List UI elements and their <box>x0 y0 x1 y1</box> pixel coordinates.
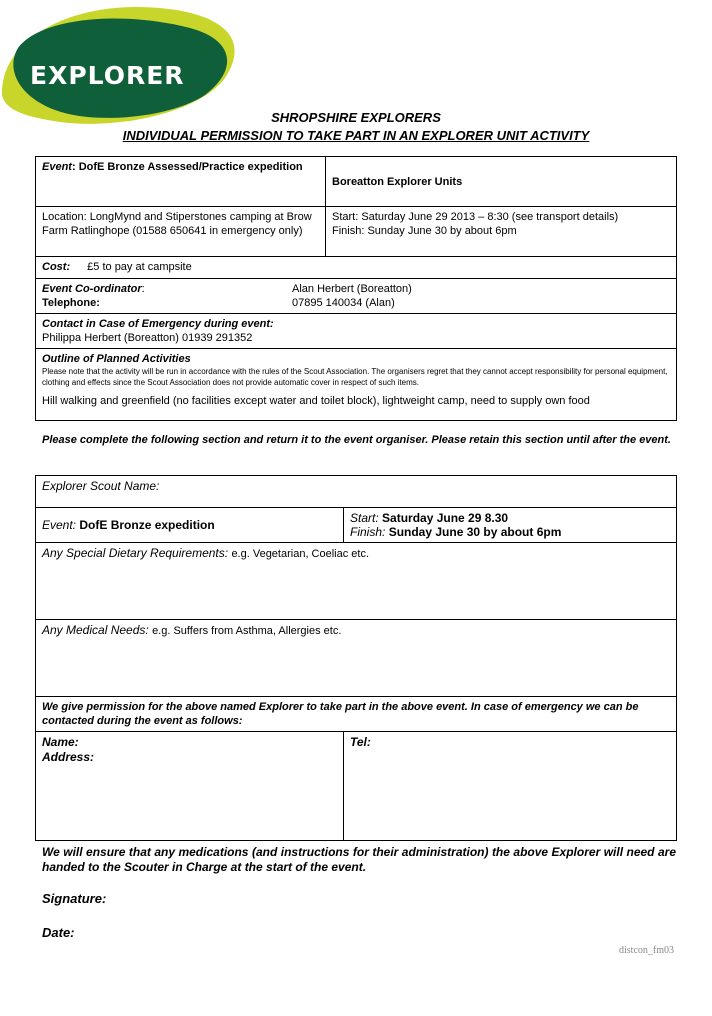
event-label: Event <box>42 161 72 173</box>
form-event-cell <box>36 508 344 543</box>
emergency-cell <box>36 314 677 349</box>
form-start-label: Start: <box>350 511 379 525</box>
table-row <box>36 697 677 732</box>
page-title-org: SHROPSHIRE EXPLORERS <box>271 110 441 125</box>
contact-name-label: Name: <box>42 735 79 749</box>
explorer-name-field[interactable] <box>36 476 677 508</box>
outline-text: Hill walking and greenfield (no facilities except water and toilet block), lightweight camp, need to supply own food <box>42 395 590 407</box>
start-text: Start: Saturday June 29 2013 – 8:30 (see transport details) <box>332 211 619 223</box>
medical-hint: e.g. Suffers from Asthma, Allergies etc. <box>152 625 342 637</box>
coordinator-value: Alan Herbert (Boreatton) <box>292 283 412 295</box>
table-row <box>36 257 677 279</box>
telephone-value: 07895 140034 (Alan) <box>292 297 395 309</box>
medical-label: Any Medical Needs: <box>42 623 149 637</box>
event-cell <box>36 157 326 207</box>
table-row <box>36 349 677 421</box>
table-row <box>36 732 677 841</box>
table-row <box>36 314 677 349</box>
telephone-label: Telephone: <box>42 297 100 309</box>
logo-wordmark: EXPLORER <box>30 61 185 90</box>
location-cell <box>36 207 326 257</box>
page-title-form: INDIVIDUAL PERMISSION TO TAKE PART IN AN EXPLORER UNIT ACTIVITY <box>122 128 590 143</box>
dietary-hint: e.g. Vegetarian, Coeliac etc. <box>231 548 370 560</box>
cost-label: Cost: <box>42 261 71 273</box>
permission-text: We give permission for the above named Explorer to take part in the above event. In case of emergency we can be contacted during the event as follows: <box>42 701 639 727</box>
event-info-table <box>35 156 677 421</box>
explorer-name-label: Explorer Scout Name: <box>42 479 160 493</box>
document-reference: distcon_fm03 <box>619 945 674 956</box>
units-value: Boreatton Explorer Units <box>332 175 463 188</box>
form-finish-value: Sunday June 30 by about 6pm <box>388 525 562 539</box>
form-dates-cell <box>344 508 677 543</box>
table-row <box>36 157 677 207</box>
dietary-label: Any Special Dietary Requirements: <box>42 546 229 560</box>
date-label: Date: <box>42 925 75 940</box>
contact-tel-label: Tel: <box>350 735 371 749</box>
instruction-text: Please complete the following section and return it to the event organiser. Please retain this section until after the event. <box>42 434 671 446</box>
cost-cell <box>36 257 677 279</box>
contact-name-address-field[interactable] <box>36 732 344 841</box>
return-slip-table <box>35 475 677 841</box>
dates-cell <box>326 207 677 257</box>
units-cell <box>326 157 677 207</box>
finish-text: Finish: Sunday June 30 by about 6pm <box>332 225 517 237</box>
dietary-field[interactable] <box>36 543 677 620</box>
event-value: : DofE Bronze Assessed/Practice expedition <box>71 161 303 173</box>
outline-cell <box>36 349 677 421</box>
table-row <box>36 207 677 257</box>
coordinator-cell: Event Co-ordinator: Alan Herbert (Boreatton) Telephone: 07895 140034 (Alan) <box>36 279 677 314</box>
medication-statement: We will ensure that any medications (and instructions for their administration) the above Explorer will need are handed to the Scouter in Charge at the start of the event. <box>42 845 676 874</box>
emergency-label: Contact in Case of Emergency during event: <box>42 318 274 330</box>
table-row <box>36 279 677 314</box>
contact-address-label: Address: <box>42 750 95 764</box>
table-row <box>36 620 677 697</box>
form-event-value: DofE Bronze expedition <box>79 517 215 532</box>
contact-tel-field[interactable] <box>344 732 677 841</box>
medical-field[interactable] <box>36 620 677 697</box>
table-row <box>36 508 677 543</box>
form-start-value: Saturday June 29 8.30 <box>382 511 509 525</box>
emergency-value: Philippa Herbert (Boreatton) 01939 291352 <box>42 332 253 344</box>
form-finish-label: Finish: <box>350 525 386 539</box>
signature-label: Signature: <box>42 891 107 906</box>
table-row <box>36 476 677 508</box>
outline-label: Outline of Planned Activities <box>42 353 191 365</box>
table-row <box>36 543 677 620</box>
outline-note: Please note that the activity will be run in accordance with the rules of the Scout Association. The organisers regret that they cannot accept responsibility for personal equipment, clothing and effects since the Scout Association does not provide automatic cover in respect of such items. <box>42 367 668 387</box>
location-text: Location: LongMynd and Stiperstones camping at Brow Farm Ratlinghope (01588 650641 in emergency only) <box>42 211 312 237</box>
form-event-label: Event: <box>42 517 77 532</box>
cost-value: £5 to pay at campsite <box>87 261 192 273</box>
coordinator-label: Event Co-ordinator <box>42 283 142 295</box>
permission-cell <box>36 697 677 732</box>
